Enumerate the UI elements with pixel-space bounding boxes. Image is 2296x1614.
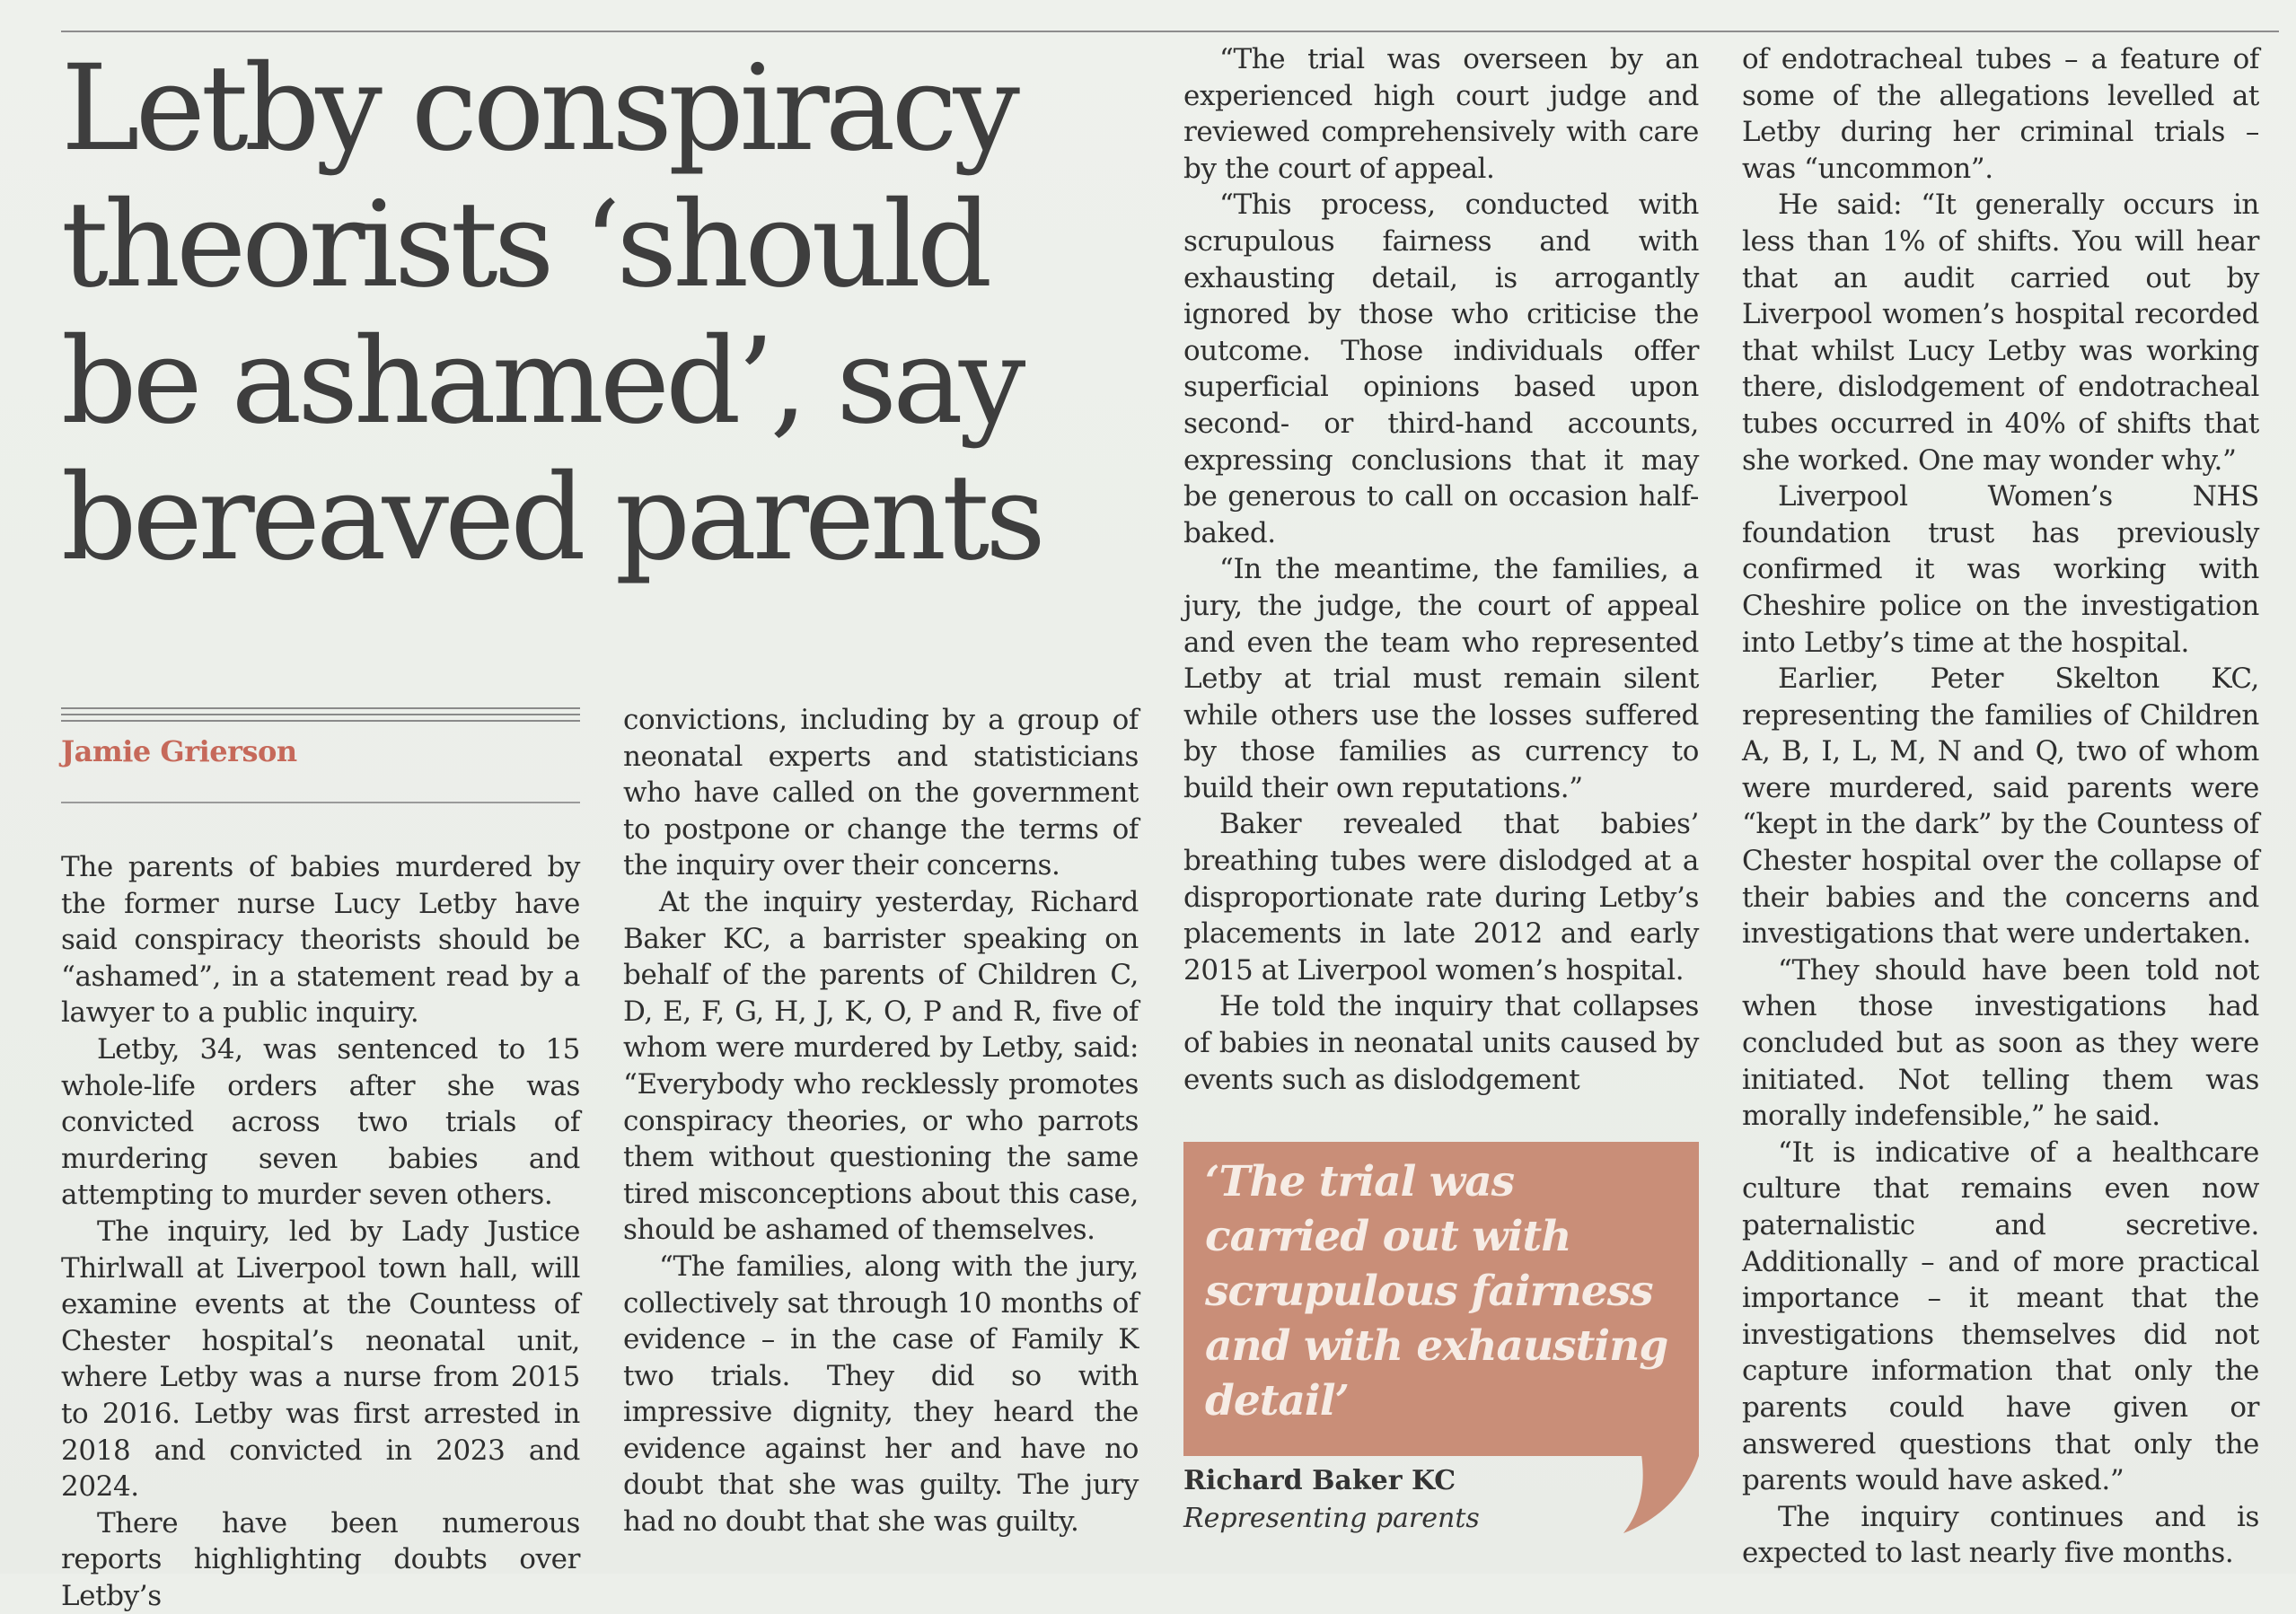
paragraph: “The families, along with the jury, collectively sat through 10 months of evidence – in the case of Family K two trials. They did so with impressive dignity, they heard the evidence against her and have no doubt that she was guilty. The jury had no doubt that she was guilty. [623,1250,1139,1539]
paragraph: Baker revealed that babies’ breathing tubes were dislodged at a disproportionate rate during Letby’s placements in late 2012 and early 2015 at Liverpool women’s hospital. [1183,808,1699,987]
paragraph: “It is indicative of a healthcare culture that remains even now paternalistic and secretive. Additionally – and of more practical importance – it meant that the investigations themselves did not capture information that only the parents could have given or answered questions that only the parents would have asked.” [1742,1136,2259,1497]
headline: Letby conspiracy theorists ‘should be ashamed’, say bereaved parents [61,39,1042,587]
top-rule [61,31,2279,32]
paragraph: He told the inquiry that collapses of babies in neonatal units caused by events such as dislodgement [1183,990,1699,1096]
column-2 [623,702,1139,1540]
paragraph: “This process, conducted with scrupulous fairness and with exhausting detail, is arrogantly ignored by those who criticise the outcome. Those individuals offer superficial opinions based upon second- or third-hand accounts, expressing conclusions that it may be generous to call on occasion half-baked. [1183,189,1699,549]
pull-quote-attribution: Richard Baker KC [1183,1465,1456,1496]
byline-divider [61,802,580,803]
speech-bubble-tail-icon [1553,1454,1699,1535]
pull-quote-text: ‘The trial was carried out with scrupulous fairness and with exhausting detail’ [1205,1157,1668,1425]
pull-quote-role: Representing parents [1183,1503,1480,1534]
paragraph: convictions, including by a group of neonatal experts and statisticians who have called on the government to postpone or change the terms of the inquiry over their concerns. [623,704,1139,882]
column-4 [1742,41,2259,1572]
paragraph: At the inquiry yesterday, Richard Baker KC, a barrister speaking on behalf of the parents of Children C, D, E, F, G, H, J, K, O, P and R, five of whom were murdered by Letby, said: “Everybody who recklessly promotes conspiracy theories, or who parrots them without questioning the same tired misconceptions about this case, should be ashamed of themselves. [623,885,1139,1247]
paragraph: “The trial was overseen by an experienced high court judge and reviewed comprehensively with care by the court of appeal. [1183,43,1699,185]
column-1 [61,849,580,1614]
paragraph: The parents of babies murdered by the former nurse Lucy Letby have said conspiracy theorists should be “ashamed”, in a statement read by a lawyer to a public inquiry. [61,851,580,1030]
pull-quote-box [1183,1142,1699,1456]
byline-rules [61,707,580,726]
paragraph: The inquiry continues and is expected to last nearly five months. [1742,1500,2259,1570]
paragraph: “They should have been told not when those investigations had concluded but as soon as they were initiated. Not telling them was morally indefensible,” he said. [1742,953,2259,1133]
paragraph: “In the meantime, the families, a jury, the judge, the court of appeal and even the team who represented Letby at trial must remain silent while others use the losses suffered by those families as currency to build their own reputations.” [1183,553,1699,804]
column-3 [1183,41,1699,1098]
paragraph: of endotracheal tubes – a feature of some of the allegations levelled at Letby during her criminal trials – was “uncommon”. [1742,43,2259,185]
paragraph: There have been numerous reports highlighting doubts over Letby’s [61,1506,580,1612]
paragraph: Liverpool Women’s NHS foundation trust has previously confirmed it was working with Cheshire police on the investigation into Letby’s time at the hospital. [1742,480,2259,659]
paragraph: Earlier, Peter Skelton KC, representing the families of Children A, B, I, L, M, N and Q, two of whom were murdered, said parents were “kept in the dark” by the Countess of Chester hospital over the collapse of their babies and the concerns and investigations that were undertaken. [1742,662,2259,951]
byline: Jamie Grierson [61,734,297,768]
paragraph: Letby, 34, was sentenced to 15 whole-life orders after she was convicted across two trials of murdering seven babies and attempting to murder seven others. [61,1032,580,1212]
paragraph: He said: “It generally occurs in less than 1% of shifts. You will hear that an audit carried out by Liverpool women’s hospital recorded that whilst Lucy Letby was working there, dislodgement of endotracheal tubes occurred in 40% of shifts that she worked. One may wonder why.” [1742,189,2259,477]
paragraph: The inquiry, led by Lady Justice Thirlwall at Liverpool town hall, will examine events at the Countess of Chester hospital’s neonatal unit, where Letby was a nurse from 2015 to 2016. Letby was first arrested in 2018 and convicted in 2023 and 2024. [61,1215,580,1504]
